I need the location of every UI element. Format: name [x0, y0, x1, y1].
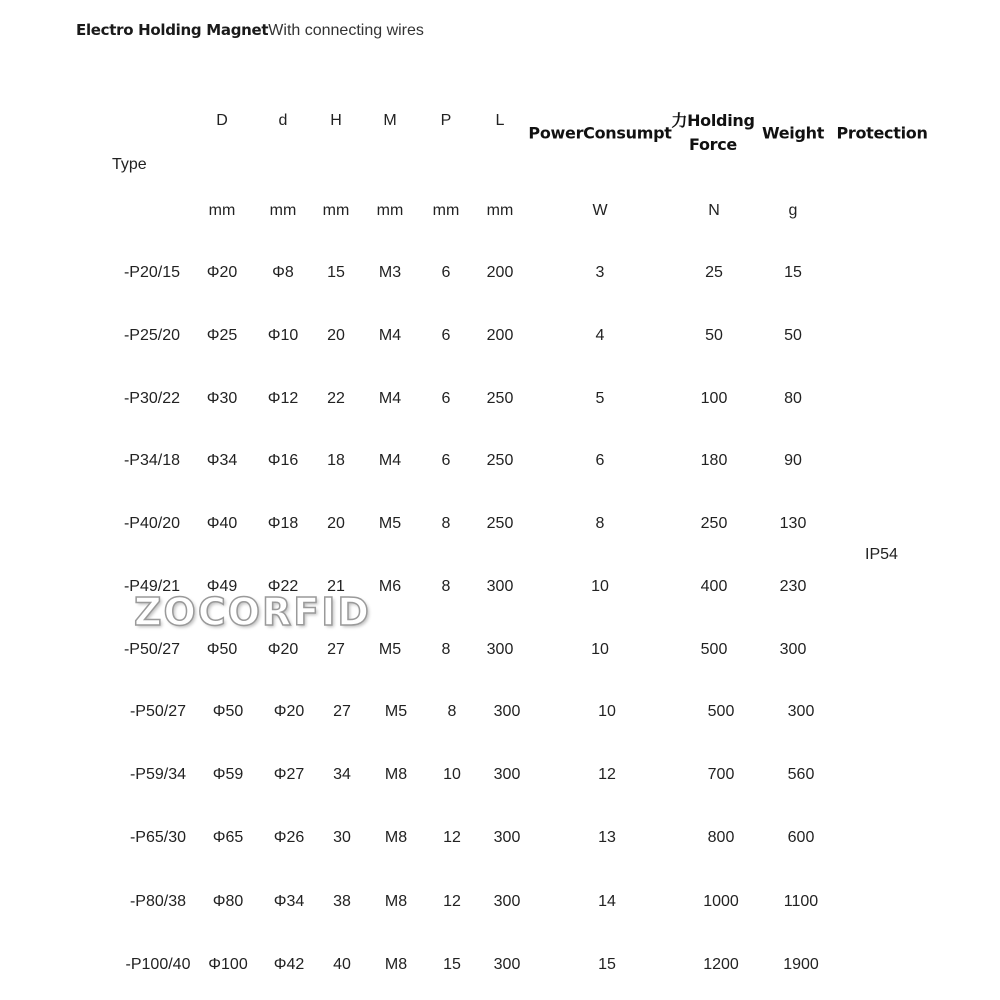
cell-M: M8: [384, 829, 408, 846]
cell-D: Φ50: [206, 641, 238, 658]
cell-weight: 230: [779, 578, 807, 595]
cell-H: 20: [327, 327, 345, 344]
cell-d: Φ20: [273, 703, 305, 720]
cell-power: 12: [598, 766, 616, 783]
cell-P: 8: [441, 515, 451, 532]
cell-force: 180: [700, 452, 728, 469]
cell-D: Φ65: [212, 829, 244, 846]
cell-weight: 90: [784, 452, 802, 469]
type-cell: -P100/40: [125, 956, 191, 973]
header-holding-force: [671, 109, 754, 157]
cell-L: 300: [493, 766, 521, 783]
cell-M: M6: [378, 578, 402, 595]
cell-weight: 600: [787, 829, 815, 846]
title-bold: Electro Holding Magnet: [76, 21, 269, 39]
cell-force: 50: [705, 327, 723, 344]
cell-H: 22: [327, 390, 345, 407]
cell-L: 300: [486, 578, 514, 595]
cell-H: 27: [327, 641, 345, 658]
cell-L: 200: [486, 264, 514, 281]
cell-M: M8: [384, 956, 408, 973]
cell-force: 1000: [703, 893, 739, 910]
cell-power: 4: [595, 327, 605, 344]
unit-d: mm: [269, 202, 297, 219]
header-power: PowerConsumpt: [528, 123, 672, 143]
header-P: P: [440, 112, 452, 129]
cell-M: M4: [378, 327, 402, 344]
cell-M: M5: [378, 515, 402, 532]
cell-d: Φ20: [267, 641, 299, 658]
cell-d: Φ27: [273, 766, 305, 783]
cell-force: 100: [700, 390, 728, 407]
cell-D: Φ30: [206, 390, 238, 407]
cell-H: 38: [333, 893, 351, 910]
type-label: Type: [112, 156, 147, 173]
cell-force: 250: [700, 515, 728, 532]
cell-L: 300: [486, 641, 514, 658]
unit-L: mm: [486, 202, 514, 219]
cell-H: 40: [333, 956, 351, 973]
cell-d: Φ18: [267, 515, 299, 532]
cell-L: 300: [493, 893, 521, 910]
type-cell: -P49/21: [123, 578, 181, 595]
cell-H: 18: [327, 452, 345, 469]
cell-weight: 300: [779, 641, 807, 658]
unit-M: mm: [376, 202, 404, 219]
cell-weight: 560: [787, 766, 815, 783]
cell-P: 12: [443, 829, 461, 846]
cell-d: Φ10: [267, 327, 299, 344]
cell-d: Φ16: [267, 452, 299, 469]
cell-L: 300: [493, 956, 521, 973]
header-D: D: [216, 112, 228, 129]
type-cell: -P30/22: [123, 390, 181, 407]
type-cell: -P34/18: [123, 452, 181, 469]
header-holding-force-line: 力Holding: [671, 111, 755, 130]
unit-H: mm: [322, 202, 350, 219]
cell-weight: 15: [784, 264, 802, 281]
cell-L: 200: [486, 327, 514, 344]
header-H: H: [330, 112, 342, 129]
cell-power: 14: [598, 893, 616, 910]
cell-P: 6: [441, 264, 451, 281]
cell-power: 13: [598, 829, 616, 846]
protection-value: IP54: [865, 546, 898, 563]
cell-P: 8: [441, 578, 451, 595]
cell-power: 6: [595, 452, 605, 469]
cell-d: Φ42: [273, 956, 305, 973]
header-weight: Weight: [761, 123, 825, 143]
header-M: M: [383, 112, 397, 129]
cell-M: M8: [384, 766, 408, 783]
cell-d: Φ34: [273, 893, 305, 910]
cell-D: Φ25: [206, 327, 238, 344]
cell-P: 12: [443, 893, 461, 910]
cell-L: 250: [486, 452, 514, 469]
cell-d: Φ12: [267, 390, 299, 407]
cell-weight: 1900: [783, 956, 819, 973]
cell-M: M4: [378, 452, 402, 469]
cell-weight: 1100: [783, 893, 819, 910]
cell-L: 300: [493, 703, 521, 720]
type-cell: -P40/20: [123, 515, 181, 532]
cell-power: 15: [598, 956, 616, 973]
cell-force: 500: [700, 641, 728, 658]
type-cell: -P80/38: [129, 893, 187, 910]
cell-H: 21: [327, 578, 345, 595]
cell-weight: 80: [784, 390, 802, 407]
cell-force: 400: [700, 578, 728, 595]
cell-power: 10: [591, 578, 609, 595]
cell-D: Φ40: [206, 515, 238, 532]
page-title: [76, 21, 424, 40]
title-subtitle: With connecting wires: [268, 22, 424, 39]
cell-L: 300: [493, 829, 521, 846]
cell-power: 10: [591, 641, 609, 658]
cell-D: Φ34: [206, 452, 238, 469]
unit-P: mm: [432, 202, 460, 219]
cell-d: Φ22: [267, 578, 299, 595]
type-cell: -P20/15: [123, 264, 181, 281]
header-d: d: [278, 112, 288, 129]
cell-D: Φ49: [206, 578, 238, 595]
cell-H: 27: [333, 703, 351, 720]
cell-power: 10: [598, 703, 616, 720]
type-cell: -P50/27: [129, 703, 187, 720]
cell-force: 800: [707, 829, 735, 846]
cell-force: 1200: [703, 956, 739, 973]
cell-weight: 300: [787, 703, 815, 720]
type-cell: -P25/20: [123, 327, 181, 344]
cell-H: 15: [327, 264, 345, 281]
header-holding-force-line: Force: [688, 135, 737, 154]
type-cell: -P59/34: [129, 766, 187, 783]
unit-force: N: [708, 202, 720, 219]
cell-force: 500: [707, 703, 735, 720]
cell-D: Φ50: [212, 703, 244, 720]
cell-M: M5: [384, 703, 408, 720]
unit-weight: g: [788, 202, 798, 219]
cell-power: 8: [595, 515, 605, 532]
cell-P: 10: [443, 766, 461, 783]
cell-force: 700: [707, 766, 735, 783]
header-L: L: [495, 112, 505, 129]
cell-power: 3: [595, 264, 605, 281]
cell-H: 20: [327, 515, 345, 532]
cell-force: 25: [705, 264, 723, 281]
unit-power: W: [592, 202, 608, 219]
cell-P: 6: [441, 390, 451, 407]
cell-L: 250: [486, 390, 514, 407]
header-protection: Protection: [836, 123, 928, 143]
cell-P: 6: [441, 452, 451, 469]
cell-P: 8: [447, 703, 457, 720]
cell-P: 15: [443, 956, 461, 973]
type-cell: -P65/30: [129, 829, 187, 846]
cell-M: M8: [384, 893, 408, 910]
cell-H: 30: [333, 829, 351, 846]
cell-M: M3: [378, 264, 402, 281]
cell-weight: 130: [779, 515, 807, 532]
cell-P: 6: [441, 327, 451, 344]
cell-D: Φ80: [212, 893, 244, 910]
cell-d: Φ8: [272, 264, 294, 281]
cell-D: Φ100: [208, 956, 248, 973]
cell-weight: 50: [784, 327, 802, 344]
watermark-logo: ZOCORFID: [134, 590, 371, 634]
cell-D: Φ20: [206, 264, 238, 281]
cell-M: M4: [378, 390, 402, 407]
cell-H: 34: [333, 766, 351, 783]
type-cell: -P50/27: [123, 641, 181, 658]
cell-L: 250: [486, 515, 514, 532]
cell-P: 8: [441, 641, 451, 658]
cell-d: Φ26: [273, 829, 305, 846]
cell-D: Φ59: [212, 766, 244, 783]
cell-M: M5: [378, 641, 402, 658]
unit-D: mm: [208, 202, 236, 219]
cell-power: 5: [595, 390, 605, 407]
